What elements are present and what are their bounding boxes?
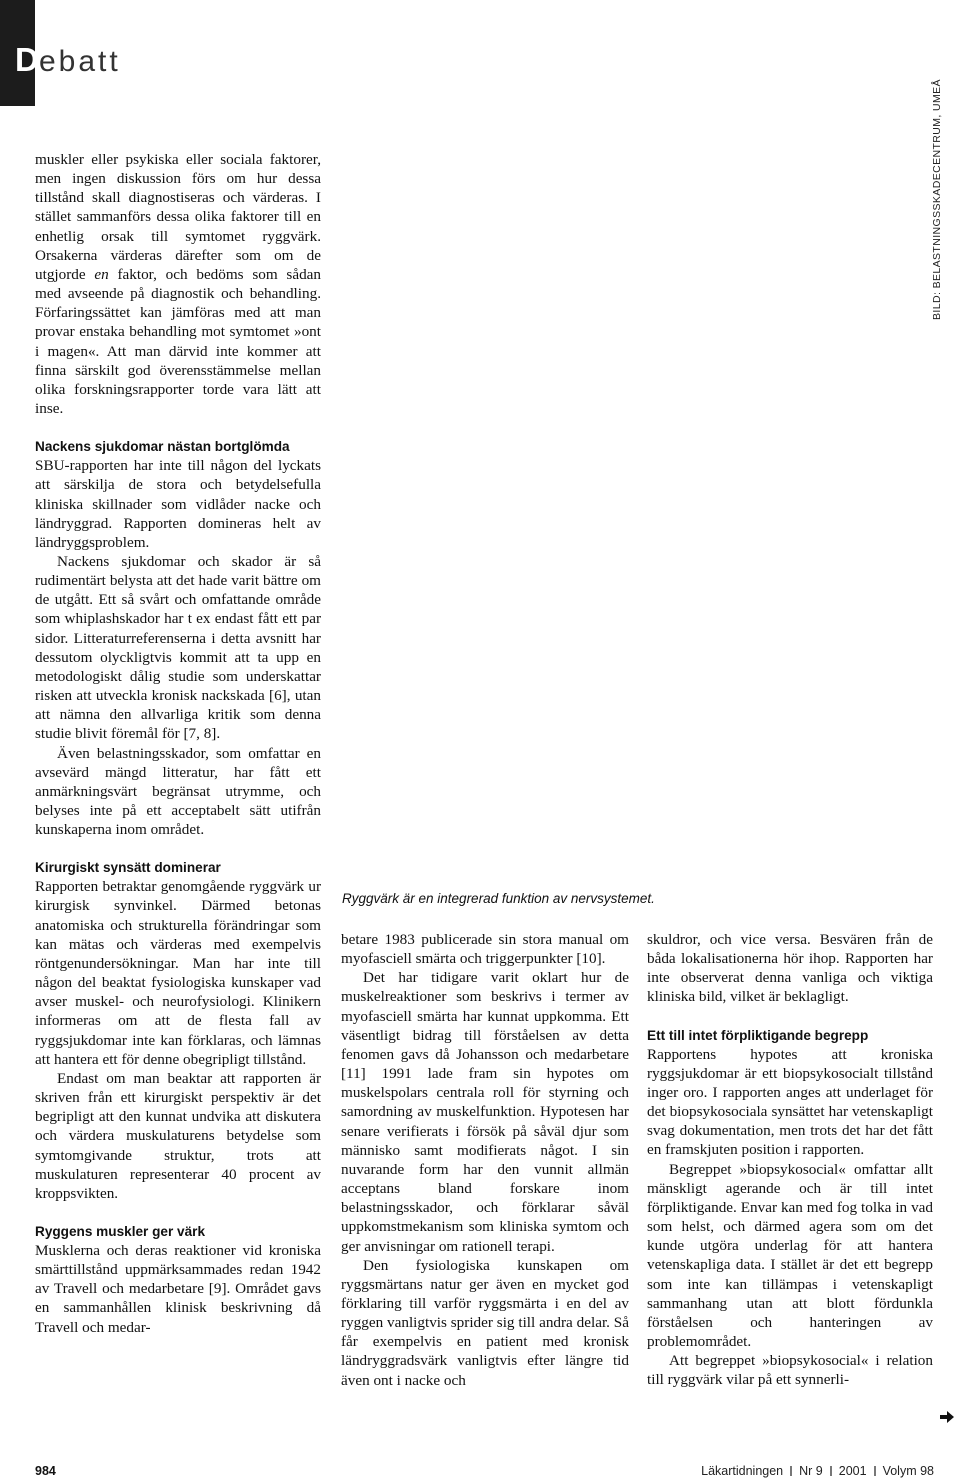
paragraph: Rapportens hypotes att kroniska ryggsjukdomar är ett biopsykosocialt tillstånd inger oro. I rapporten anges att underlaget för det biopsykosociala synsättet har vetenskapligt svag dokumentation, men trots det har det fått en framskjuten position i rapporten. <box>647 1045 933 1159</box>
paragraph: SBU-rapporten har inte till någon del lyckats att särskilja de stora och betydelsefulla kliniska skillnader som vidlåder nacke och ländryggrad. Rapporten domineras helt av ländryggsproblem. <box>35 457 321 551</box>
text-column-2 <box>341 930 629 1390</box>
volume: Volym 98 <box>882 1464 934 1478</box>
separator <box>874 1466 876 1476</box>
paragraph: Begreppet »biopsykosocial« omfattar allt mänskligt agerande och är till intet förpliktigande. Envar kan med fog tolka in vad som helst, och därmed agera som om det kunde utgöra underlag för att hantera vetenskapliga data. I stället är det ett begrepp som inte kan tillämpas i vetenskapligt sammanhang utan att blott fördunkla förståelsen och hanteringen av problemområdet. <box>647 1160 933 1350</box>
subheading: Ryggens muskler ger värk <box>35 1223 206 1239</box>
subheading: Kirurgiskt synsätt dominerar <box>35 860 221 876</box>
paragraph: Även belastningsskador, som omfattar en avsevärd mängd litteratur, har fått ett anmärkningsvärt begränsat utrymme, och belyses inte på ett acceptabelt sätt utifrån kunskaperna inom området. <box>35 744 321 839</box>
continue-arrow-icon <box>940 1411 954 1423</box>
paragraph: Rapporten betraktar genomgående ryggvärk ur kirurgisk synvinkel. Därmed betonas anatomiska och strukturella förändringar som kan mätas och värderas med exempelvis röntgenundersökningar. Man har inte till någon del beaktat fysiologiska kunskaper vad avser muskel- och neurofysiologi. Klinikern informeras om att de flesta fall av ryggsjukdomar inte kan förklaras, och lämnas att hantera ett för denne obegripligt tillstånd. <box>35 878 321 1068</box>
subheading: Ett till intet förpliktigande begrepp <box>647 1027 869 1043</box>
paragraph: skuldror, och vice versa. Besvären från de båda lokalisationerna hör ihop. Rapporten har inte observerat denna vanliga och viktiga kliniska bild, vilket är beklagligt. <box>647 931 933 1006</box>
separator <box>790 1466 792 1476</box>
text-column-1 <box>35 150 321 1337</box>
journal-name: Läkartidningen <box>701 1464 784 1478</box>
paragraph: Musklerna och deras reaktioner vid kroniska smärttillstånd uppmärksammades redan 1942 av Travell och medarbetare [9]. Området gavs en sammanhållen klinisk beskrivning då Travell och medar- <box>35 1241 321 1336</box>
page-number: 984 <box>35 1464 56 1478</box>
emphasis: en <box>94 265 109 283</box>
section-header <box>0 0 960 110</box>
paragraph: betare 1983 publicerade sin stora manual om myofasciell smärta och triggerpunkter [10]. <box>341 931 629 968</box>
text-column-3 <box>647 930 933 1389</box>
paragraph: Att begreppet »biopsykosocial« i relation till ryggvärk vilar på ett synnerli- <box>647 1352 933 1389</box>
paragraph: muskler eller psykiska eller sociala faktorer, men ingen diskussion förs om hur dessa tillstånd skall diagnostiseras och värderas. I stället sammanförs dessa olika faktorer till en enhetlig orsak till symtomet ryggvärk. Orsakerna värderas därefter som om de utgjorde en faktor, och bedöms som sådan med avseende på diagnostik och behandling. Förfaringssättet kan jämföras med att man provar enstaka behandling mot symtomet »ont i magen«. Att man därvid inte kommer att finna särskilt god överensstämmelse mellan olika forskningsrapporter torde vara lätt att inse. <box>35 151 321 418</box>
journal-info <box>701 1462 934 1481</box>
issue-number: Nr 9 <box>799 1464 823 1478</box>
subheading: Nackens sjukdomar nästan bortglömda <box>35 439 290 455</box>
page-footer <box>0 1462 960 1481</box>
photo-credit: BILD: BELASTNINGSSKADECENTRUM, UMEÅ <box>931 79 943 320</box>
paragraph: Endast om man beaktar att rapporten är skriven från ett kirurgiskt perspektiv är det begripligt att den kunnat undvika att diskutera och värdera muskulaturens betydelse som symtomgivande struktur, trots att muskulaturen representerar 40 procent av kroppsvikten. <box>35 1069 321 1202</box>
paragraph: Det har tidigare varit oklart hur de muskelreaktioner som beskrivs i termer av myofasciell smärta har kunnat uppkomma. Ett väsentligt bidrag till förståelsen av detta fenomen gavs då Johansson och medarbetare [11] 1991 lade fram sin hypotes om muskelspolars centrala roll för styrning och samordning av muskelfunktion. Hypotesen har senare verifierats i försök på såväl djur som människo samt modifierats något. I sin nuvarande form har den vunnit allmän acceptans bland forskare inom belastningsskador, och förklarar såväl uppkomstmekanism som kliniska symtom och ger anvisningar om rationell terapi. <box>341 969 629 1255</box>
separator <box>830 1466 832 1476</box>
photo-caption: Ryggvärk är en integrerad funktion av nervsystemet. <box>342 891 655 906</box>
photo-area <box>340 150 920 880</box>
section-header-initial: D <box>15 41 39 78</box>
issue-year: 2001 <box>838 1464 867 1478</box>
section-header-title: ebatt <box>39 45 121 78</box>
paragraph: Den fysiologiska kunskapen om ryggsmärtans natur ger även en mycket god förklaring till varför ryggsmärta i en del av ryggen vanligtvis sprider sig till andra delar. Så får exempelvis en patient med kronisk ländryggradsvärk vanligtvis efter längre tid även ont i nacke och <box>341 1256 629 1389</box>
paragraph: Nackens sjukdomar och skador är så rudimentärt belysta att det hade varit bättre om de utgått. Ett så svårt och omfattande område som whiplashskador har t ex endast fått ett par sidor. Litteraturreferenserna i detta avsnitt har dessutom olyckligtvis kommit att ta upp en metodologiskt dålig studie som underskattar risken att utveckla kronisk nackskada [6], utan att nämna den allvarliga kritik som denna studie blivit föremål för [7, 8]. <box>35 552 321 743</box>
